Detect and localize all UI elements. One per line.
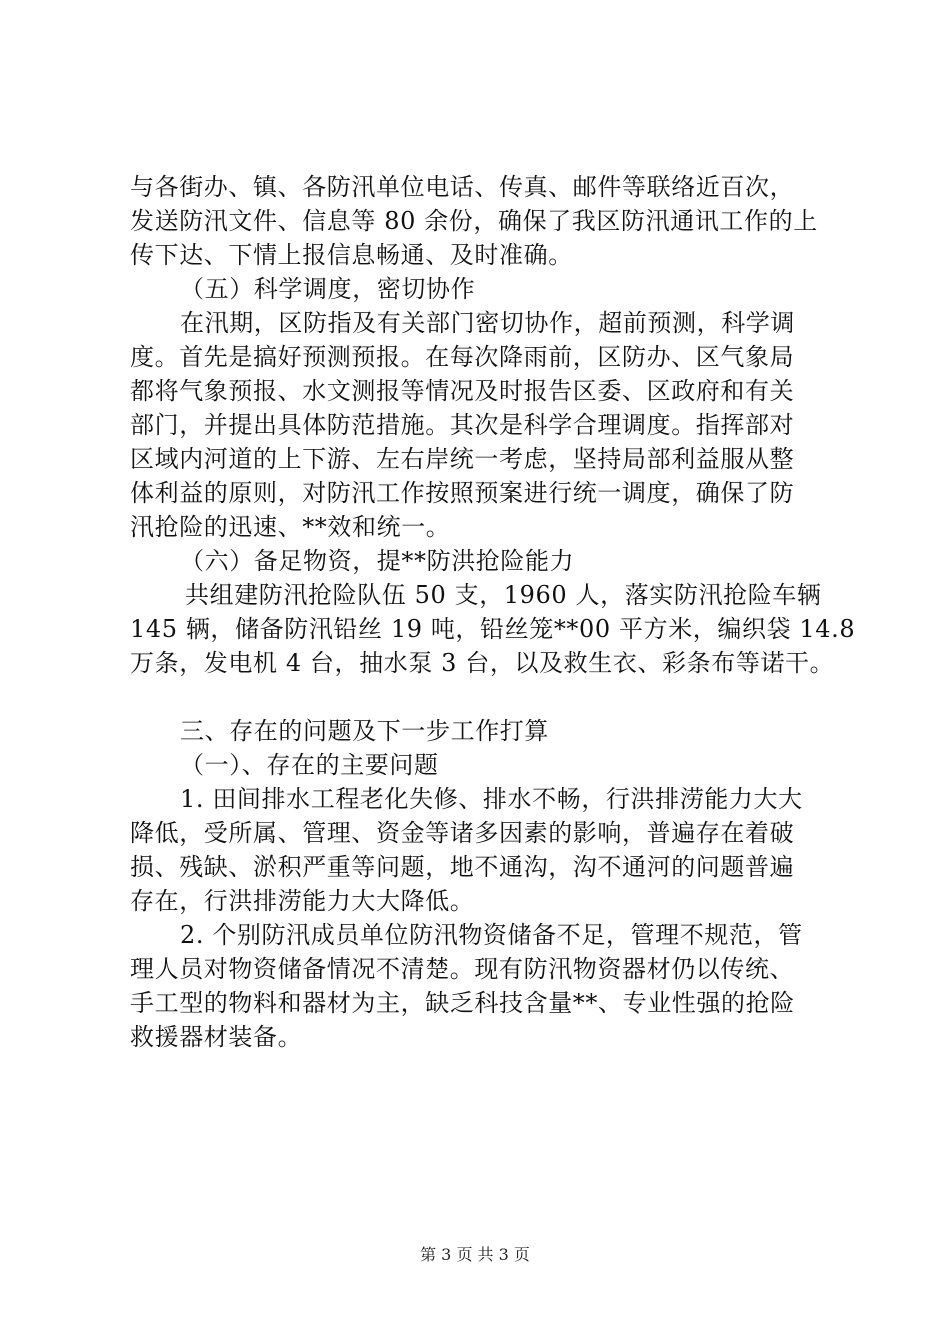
- list-item-2-line: 救援器材装备。: [130, 1023, 303, 1051]
- list-item-1-line: 损、残缺、淤积严重等问题，地不通沟，沟不通河的问题普遍: [130, 853, 795, 881]
- paragraph-line: 传下达、下情上报信息畅通、及时准确。: [130, 241, 573, 269]
- list-item-1-line: 降低，受所属、管理、资金等诸多因素的影响，普遍存在着破: [130, 819, 795, 847]
- paragraph-line: 145 辆，储备防汛铅丝 19 吨，铅丝笼**00 平方米，编织袋 14.8: [130, 615, 856, 643]
- paragraph-line: 体利益的原则，对防汛工作按照预案进行统一调度，确保了防: [130, 479, 795, 507]
- document-body: [130, 170, 856, 1054]
- paragraph-line: 区域内河道的上下游、左右岸统一考虑，坚持局部利益服从整: [130, 445, 795, 473]
- paragraph-line: 度。首先是搞好预测预报。在每次降雨前，区防办、区气象局: [130, 343, 795, 371]
- page-footer: 第 3 页 共 3 页: [420, 1245, 530, 1264]
- blank-line: [130, 680, 850, 714]
- list-item-2-line: 2. 个别防汛成员单位防汛物资储备不足，管理不规范，管: [180, 921, 803, 949]
- list-item-1-line: 1. 田间排水工程老化失修、排水不畅，行洪排涝能力大大: [180, 785, 803, 813]
- paragraph-line: 万条，发电机 4 台，抽水泵 3 台，以及救生衣、彩条布等诺干。: [130, 649, 835, 677]
- list-item-1-line: 存在，行洪排涝能力大大降低。: [130, 887, 475, 915]
- list-item-2-line: 理人员对物资储备情况不清楚。现有防汛物资器材仍以传统、: [130, 955, 795, 983]
- paragraph-line: 共组建防汛抢险队伍 50 支，1960 人，落实防汛抢险车辆: [185, 581, 822, 609]
- section-heading-6: （六）备足物资，提**防洪抢险能力: [180, 547, 575, 575]
- paragraph-line: 汛抢险的迅速、**效和统一。: [130, 513, 451, 541]
- list-item-2-line: 手工型的物料和器材为主，缺乏科技含量**、专业性强的抢险: [130, 989, 795, 1017]
- subsection-1-title: （一）、存在的主要问题: [180, 751, 439, 779]
- paragraph-line: 发送防汛文件、信息等 80 余份，确保了我区防汛通讯工作的上: [130, 207, 818, 235]
- paragraph-line: 与各街办、镇、各防汛单位电话、传真、邮件等联络近百次，: [130, 173, 795, 201]
- section-heading-5: （五）科学调度，密切协作: [180, 275, 476, 303]
- paragraph-line: 在汛期，区防指及有关部门密切协作，超前预测，科学调: [180, 309, 795, 337]
- paragraph-line: 都将气象预报、水文测报等情况及时报告区委、区政府和有关: [130, 377, 795, 405]
- paragraph-line: 部门，并提出具体防范措施。其次是科学合理调度。指挥部对: [130, 411, 795, 439]
- section-3-title: 三、存在的问题及下一步工作打算: [180, 717, 549, 745]
